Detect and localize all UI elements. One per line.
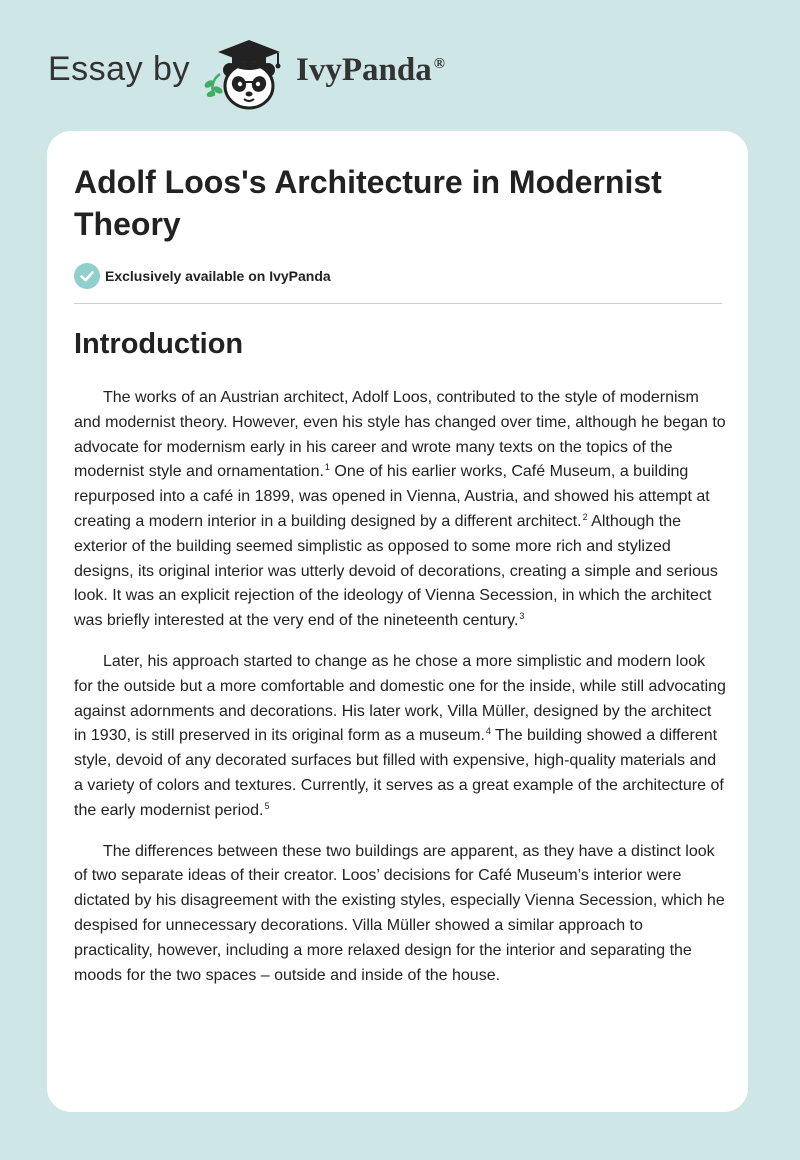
registered-mark: ® bbox=[433, 56, 445, 72]
essay-by-label: Essay by bbox=[48, 50, 190, 88]
paragraph-text: The differences between these two buildings are apparent, as they have a distinct look of two separate ideas of their creator. Loos’ decisions for Café Museum’s interior were dictated by his disagreement with the existing styles, especially Vienna Secession, which he despised for unnecessary decorations. Villa Müller showed a similar approach to practicality, however, including a more relaxed design for the interior and separating the moods for the two spaces – outside and inside of the house. bbox=[74, 842, 725, 984]
essay-title: Adolf Loos's Architecture in Modernist Theory bbox=[74, 164, 662, 242]
brand-name[interactable] bbox=[296, 52, 445, 89]
exclusive-badge-label: Exclusively available on IvyPanda bbox=[105, 268, 331, 284]
exclusive-badge bbox=[74, 263, 331, 289]
paragraph bbox=[74, 386, 726, 634]
paragraph-text: The works of an Austrian architect, Adolf Loos, contributed to the style of modernism and modernist theory. However, even his style has changed over time, although he began to advocate for modernism early in his career and wrote many texts on the topics of the modernist style and ornamentation. bbox=[74, 389, 726, 481]
site-header bbox=[0, 0, 800, 120]
footnote-ref[interactable]: 1 bbox=[324, 462, 330, 473]
paragraph-text: Although the exterior of the building seemed simplistic as opposed to some more rich and stylized designs, its original interior was utterly devoid of decorations, creating a simple and serious look. It was an explicit rejection of the ideology of Vienna Secession, in which the architect was briefly interested at the very end of the nineteenth century. bbox=[74, 512, 718, 630]
footnote-ref[interactable]: 2 bbox=[582, 511, 588, 522]
panda-graduate-icon[interactable] bbox=[200, 34, 295, 112]
check-circle-icon bbox=[74, 263, 100, 289]
title-divider bbox=[74, 303, 722, 304]
footnote-ref[interactable]: 3 bbox=[519, 611, 525, 622]
brand-name-text: IvyPanda bbox=[296, 52, 432, 88]
section-heading: Introduction bbox=[74, 328, 244, 360]
essay-body bbox=[74, 386, 726, 1004]
paragraph bbox=[74, 650, 726, 824]
footnote-ref[interactable]: 4 bbox=[485, 726, 491, 737]
essay-card bbox=[47, 131, 748, 1112]
paragraph-text: Later, his approach started to change as he chose a more simplistic and modern look for the outside but a more comfortable and domestic one for the inside, while still advocating against adornments and decorations. His later work, Villa Müller, designed by the architect in 1930, is still preserved in its original form as a museum. bbox=[74, 652, 726, 745]
paragraph-text: The building showed a different style, devoid of any decorated surfaces but filled with expensive, high-quality materials and a variety of colors and textures. Currently, it serves as a great example of the architecture of the early modernist period. bbox=[74, 727, 724, 819]
footnote-ref[interactable]: 5 bbox=[264, 800, 270, 811]
paragraph-text: One of his earlier works, Café Museum, a building repurposed into a café in 1899, was opened in Vienna, Austria, and showed his attempt at creating a modern interior in a building designed by a different architect. bbox=[74, 463, 710, 530]
paragraph bbox=[74, 840, 726, 989]
